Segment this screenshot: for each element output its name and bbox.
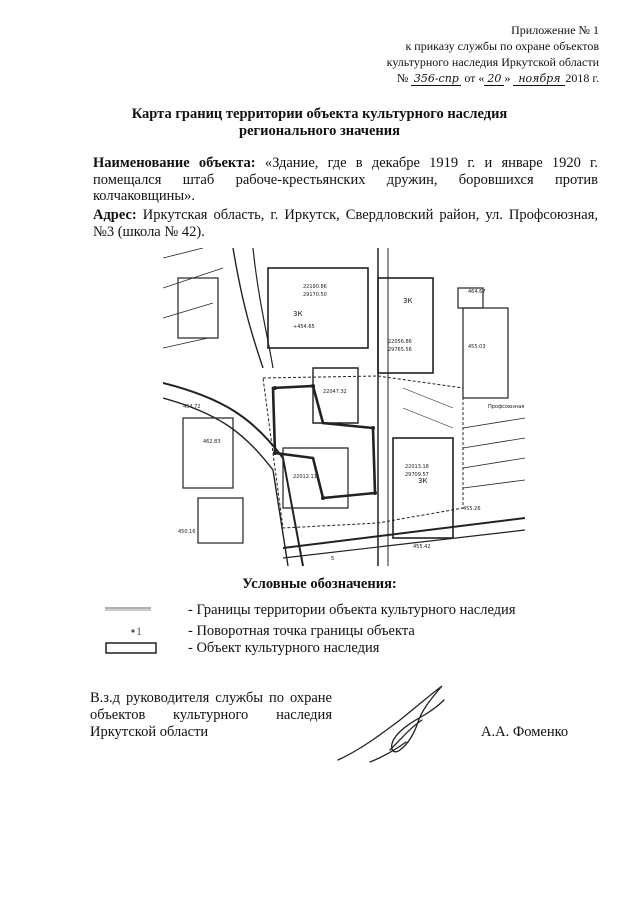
svg-text:29170.50: 29170.50 (303, 292, 327, 298)
address-label: Адрес: (93, 207, 137, 223)
legend-text-point: - Поворотная точка границы объекта (188, 623, 415, 639)
appendix-line1: Приложение № 1 (511, 23, 599, 37)
object-name-paragraph (93, 155, 598, 205)
map-label-5: 5 (331, 556, 335, 562)
legend-title: Условные обозначения: (242, 576, 397, 592)
svg-text:450.16: 450.16 (178, 529, 196, 535)
map-label-3k-2: 3К (418, 477, 428, 485)
svg-text:455.42: 455.42 (413, 544, 431, 550)
svg-text:464.67: 464.67 (468, 289, 486, 295)
boundary-line-symbol (105, 601, 157, 619)
object-name-text: «Здание, где в декабре 1919 г. и январе 1920 г. помещался штаб рабоче-крестьянских дружин, боровшихся против колчаковщины». (93, 155, 598, 204)
svg-text:22047.32: 22047.32 (323, 389, 347, 395)
title-line2: регионального значения (239, 123, 400, 139)
object-name-label: Наименование объекта: (93, 155, 256, 171)
cadastral-map (163, 248, 525, 566)
svg-text:+454.65: +454.65 (293, 324, 315, 330)
svg-text:22013.18: 22013.18 (405, 464, 429, 470)
order-number: 356-спр (411, 72, 461, 86)
legend-text-object: - Объект культурного наследия (188, 640, 380, 656)
turning-point-symbol (105, 622, 157, 640)
svg-text:29709.57: 29709.57 (405, 472, 429, 478)
heritage-object-symbol (105, 639, 157, 657)
number-prefix: № (396, 71, 409, 85)
appendix-line3: культурного наследия Иркутской области (386, 55, 599, 69)
svg-text:22056.86: 22056.86 (388, 339, 412, 345)
legend-item-object (105, 639, 605, 657)
order-year: 2018 г. (565, 71, 599, 85)
signatory-position: В.з.д руководителя службы по охране объектов культурного наследия Иркутской области (90, 690, 332, 740)
svg-text:22012.11: 22012.11 (293, 474, 317, 480)
legend-item-point (105, 622, 605, 640)
document-title (0, 106, 639, 140)
signatory-name: А.А. Фоменко (481, 724, 569, 740)
map-label-street: Профсоюзная (488, 404, 525, 410)
legend-text-boundary: - Границы территории объекта культурного наследия (188, 602, 516, 618)
svg-text:29765.56: 29765.56 (388, 347, 412, 353)
address-paragraph (93, 207, 598, 240)
map-label-3k-3: 3К (293, 310, 303, 318)
title-line1: Карта границ территории объекта культурного наследия (131, 106, 508, 122)
order-day: 20 (484, 72, 504, 86)
svg-text:454.72: 454.72 (183, 404, 201, 410)
turning-point-number: 1 (136, 624, 142, 638)
handwritten-signature (330, 680, 470, 770)
appendix-line2: к приказу службы по охране объектов (405, 39, 599, 53)
date-prefix: от « (464, 71, 485, 85)
appendix-header (387, 22, 599, 86)
svg-text:455.26: 455.26 (463, 506, 481, 512)
address-text: Иркутская область, г. Иркутск, Свердловский район, ул. Профсоюзная, №3 (школа № 42). (93, 207, 599, 240)
svg-text:22190.86: 22190.86 (303, 284, 327, 290)
order-number-line: № 356-спр от « 20 » ноября 2018 г. (396, 71, 599, 85)
legend-item-boundary (105, 601, 605, 619)
svg-text:462.83: 462.83 (203, 439, 221, 445)
map-label-3k-1: 3К (403, 297, 413, 305)
svg-text:455.03: 455.03 (468, 344, 486, 350)
order-month: ноября (513, 72, 565, 86)
